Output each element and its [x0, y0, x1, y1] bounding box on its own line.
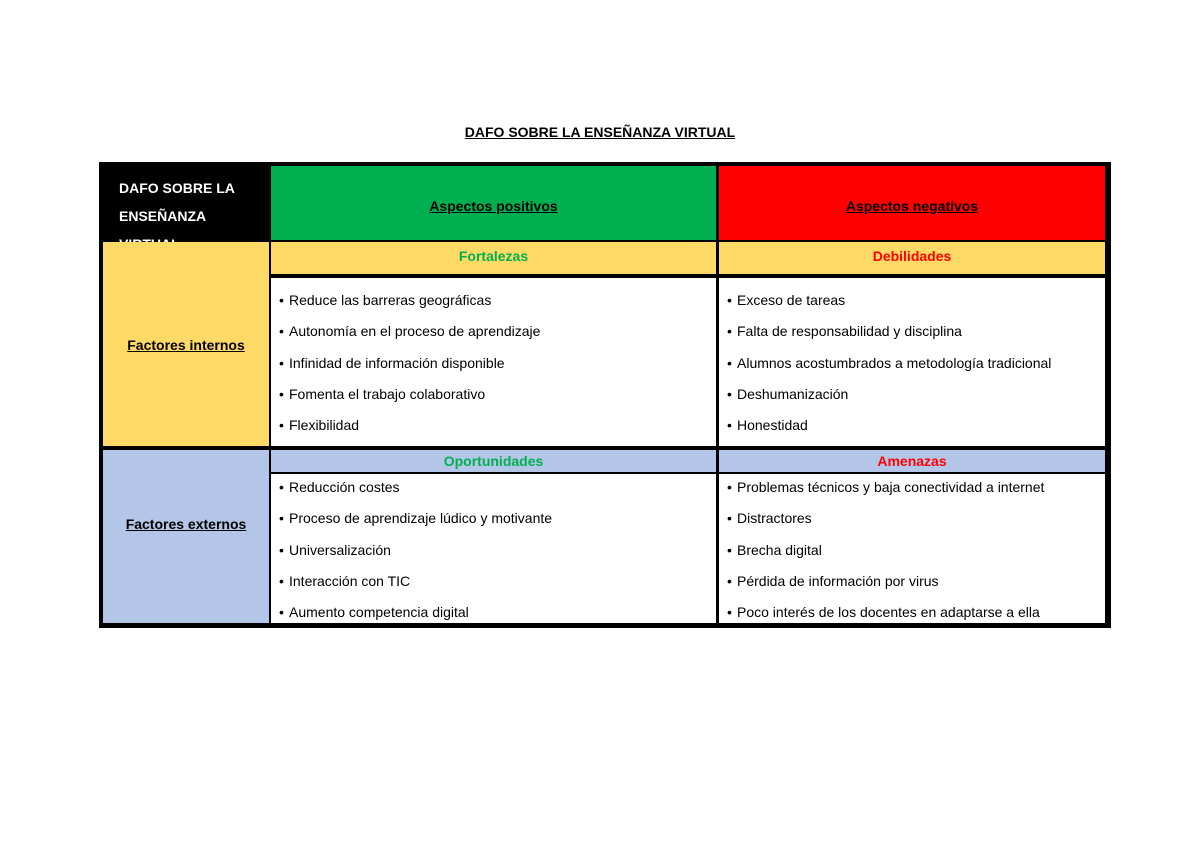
- positive-aspects-header: [271, 166, 716, 240]
- bullet-icon: •: [727, 510, 732, 527]
- list-item: • Proceso de aprendizaje lúdico y motivante: [271, 503, 716, 534]
- threats-heading: Amenazas: [719, 450, 1105, 472]
- bullet-icon: •: [727, 479, 732, 495]
- list-item: • Problemas técnicos y baja conectividad a internet: [719, 472, 1105, 503]
- list-item: • Autonomía en el proceso de aprendizaje: [271, 316, 716, 347]
- list-item: • Exceso de tareas: [719, 285, 1105, 316]
- bullet-icon: •: [279, 323, 284, 340]
- threats-list: [719, 474, 1105, 623]
- document-title: DAFO SOBRE LA ENSEÑANZA VIRTUAL: [464, 124, 736, 140]
- bullet-icon: •: [727, 604, 732, 621]
- list-item: • Honestidad: [719, 410, 1105, 441]
- external-factors-cell: [103, 450, 269, 623]
- list-item: • Universalización: [271, 535, 716, 566]
- bullet-icon: •: [727, 292, 732, 308]
- list-item: • Reduce las barreras geográficas: [271, 285, 716, 316]
- list-item: • Falta de responsabilidad y disciplina: [719, 316, 1105, 347]
- strengths-heading: Fortalezas: [271, 242, 716, 274]
- corner-line-1: DAFO SOBRE LA: [119, 180, 235, 196]
- bullet-icon: •: [279, 572, 284, 589]
- table-corner-label: [103, 166, 269, 240]
- list-item: • Alumnos acostumbrados a metodología tradicional: [719, 348, 1105, 379]
- bullet-icon: •: [279, 354, 284, 371]
- corner-line-2: ENSEÑANZA: [119, 208, 206, 224]
- negative-aspects-header: [719, 166, 1105, 240]
- external-factors-label: Factores externos: [125, 516, 247, 532]
- list-item: • Pérdida de información por virus: [719, 566, 1105, 597]
- dafo-table: [99, 162, 1111, 628]
- list-item: • Interacción con TIC: [271, 566, 716, 597]
- negative-aspects-label: Aspectos negativos: [845, 198, 979, 214]
- bullet-icon: •: [279, 541, 284, 558]
- bullet-icon: •: [279, 292, 284, 308]
- bullet-icon: •: [727, 417, 732, 434]
- internal-factors-label: Factores internos: [127, 337, 245, 353]
- weaknesses-heading: Debilidades: [719, 242, 1105, 274]
- list-item: • Deshumanización: [719, 379, 1105, 410]
- list-item: • Distractores: [719, 503, 1105, 534]
- internal-factors-cell: [103, 242, 269, 446]
- strengths-list: [271, 278, 716, 446]
- bullet-icon: •: [727, 385, 732, 402]
- bullet-icon: •: [279, 604, 284, 621]
- list-item: • Brecha digital: [719, 535, 1105, 566]
- list-item: • Aumento competencia digital: [271, 597, 716, 628]
- list-item: • Fomenta el trabajo colaborativo: [271, 379, 716, 410]
- opportunities-heading: Oportunidades: [271, 450, 716, 472]
- bullet-icon: •: [279, 479, 284, 495]
- list-item: • Infinidad de información disponible: [271, 348, 716, 379]
- bullet-icon: •: [727, 541, 732, 558]
- bullet-icon: •: [727, 323, 732, 340]
- bullet-icon: •: [727, 354, 732, 371]
- opportunities-list: [271, 474, 716, 623]
- bullet-icon: •: [727, 572, 732, 589]
- positive-aspects-label: Aspectos positivos: [429, 198, 558, 214]
- weaknesses-list: [719, 278, 1105, 446]
- bullet-icon: •: [279, 510, 284, 527]
- bullet-icon: •: [279, 417, 284, 434]
- list-item: • Poco interés de los docentes en adaptarse a ella: [719, 597, 1105, 628]
- bullet-icon: •: [279, 385, 284, 402]
- list-item: • Reducción costes: [271, 472, 716, 503]
- list-item: • Flexibilidad: [271, 410, 716, 441]
